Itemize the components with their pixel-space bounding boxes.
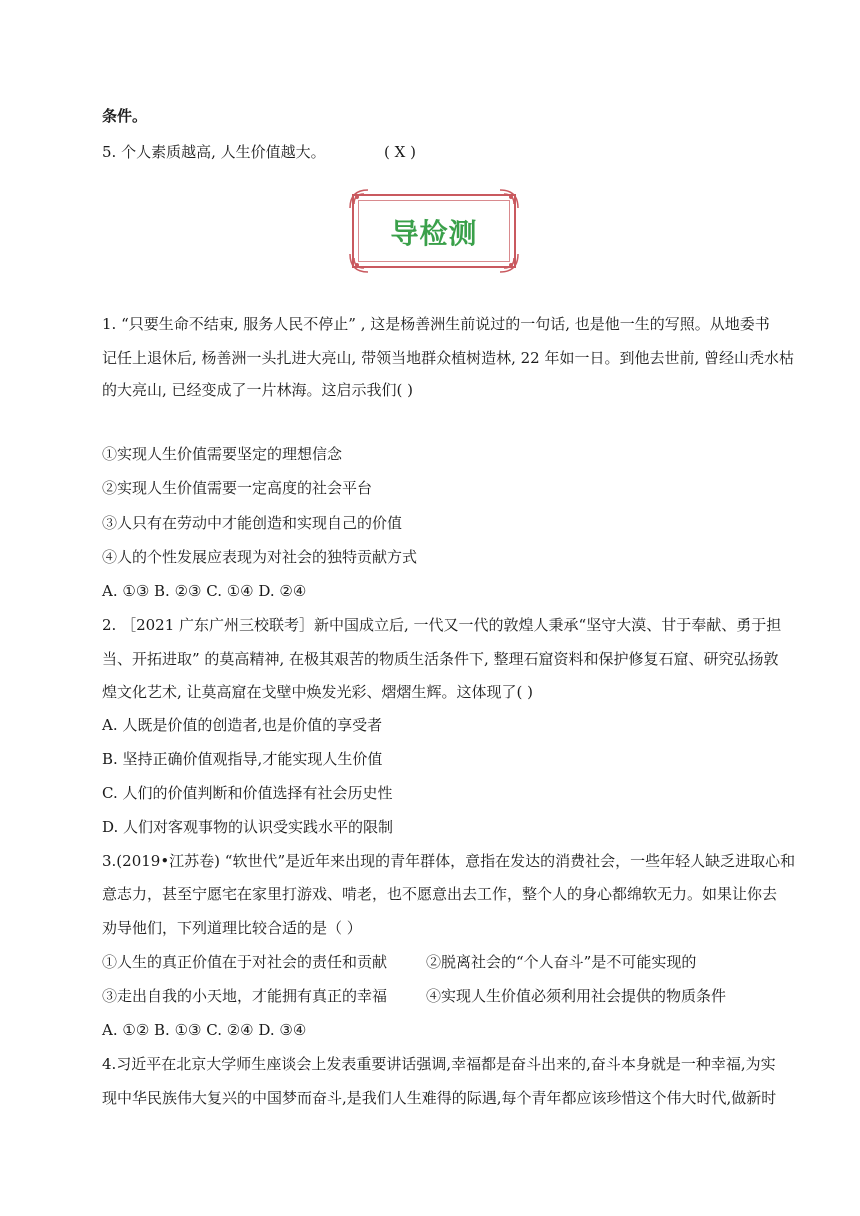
item-5-statement: 5. 个人素质越高, 人生价值越大。 (102, 143, 326, 161)
q3-stem-line: 劝导他们，下列道理比较合适的是（ ） (102, 919, 362, 937)
q3-option: ②脱离社会的“个人奋斗”是不可能实现的 (426, 953, 697, 971)
q3-option: ①人生的真正价值在于对社会的责任和贡献 (102, 953, 388, 971)
q4-stem-line: 现中华民族伟大复兴的中国梦而奋斗,是我们人生难得的际遇,每个青年都应该珍惜这个伟大时代,做新时 (102, 1089, 777, 1107)
q1-stem-line: 1. “只要生命不结束, 服务人民不停止” , 这是杨善洲生前说过的一句话, 也是他一生的写照。从地委书 (102, 315, 770, 333)
continued-text: 条件。 (102, 107, 148, 125)
q2-option: D. 人们对客观事物的认识受实践水平的限制 (102, 818, 394, 836)
q3-stem-line: 意志力，甚至宁愿宅在家里打游戏、啃老，也不愿意出去工作，整个人的身心都绵软无力。如果让你去 (102, 885, 778, 903)
item-5-answer: ( X ) (384, 143, 416, 161)
q2-option: A. 人既是价值的创造者,也是价值的享受者 (102, 716, 383, 734)
q1-stem-line: 记任上退休后, 杨善洲一头扎进大亮山, 带领当地群众植树造林, 22 年如一日。到他去世前, 曾经山秃水枯 (102, 349, 795, 367)
q1-choices: A. ①③ B. ②③ C. ①④ D. ②④ (102, 582, 307, 600)
q3-option: ④实现人生价值必须利用社会提供的物质条件 (426, 987, 727, 1005)
q2-stem-line: 当、开拓进取” 的莫高精神, 在极其艰苦的物质生活条件下, 整理石窟资料和保护修复石窟、研究弘扬敦 (102, 650, 779, 668)
q1-stem-line: 的大亮山, 已经变成了一片林海。这启示我们( ) (102, 381, 414, 399)
corner-ornament-icon (348, 188, 370, 210)
corner-ornament-icon (348, 252, 370, 274)
q1-option: ①实现人生价值需要坚定的理想信念 (102, 445, 343, 463)
q4-stem-line: 4.习近平在北京大学师生座谈会上发表重要讲话强调,幸福都是奋斗出来的,奋斗本身就是一种幸福,为实 (102, 1055, 776, 1073)
corner-ornament-icon (498, 188, 520, 210)
q3-choices: A. ①② B. ①③ C. ②④ D. ③④ (102, 1021, 307, 1039)
q2-option: C. 人们的价值判断和价值选择有社会历史性 (102, 784, 393, 802)
q1-option: ③人只有在劳动中才能创造和实现自己的价值 (102, 514, 403, 532)
q2-stem-line: 煌文化艺术, 让莫高窟在戈壁中焕发光彩、熠熠生辉。这体现了( ) (102, 683, 534, 701)
q2-stem-line: 2. ［2021 广东广州三校联考］新中国成立后, 一代又一代的敦煌人秉承“坚守大漠、甘于奉献、勇于担 (102, 616, 782, 634)
q1-option: ④人的个性发展应表现为对社会的独特贡献方式 (102, 548, 418, 566)
banner-title: 导检测 (390, 217, 478, 250)
section-banner (348, 188, 520, 274)
q3-option: ③走出自我的小天地，才能拥有真正的幸福 (102, 987, 388, 1005)
q1-option: ②实现人生价值需要一定高度的社会平台 (102, 479, 373, 497)
corner-ornament-icon (498, 252, 520, 274)
q3-stem-line: 3.(2019•江苏卷) “软世代”是近年来出现的青年群体，意指在发达的消费社会，一些年轻人缺乏进取心和 (102, 852, 796, 870)
q2-option: B. 坚持正确价值观指导,才能实现人生价值 (102, 750, 383, 768)
